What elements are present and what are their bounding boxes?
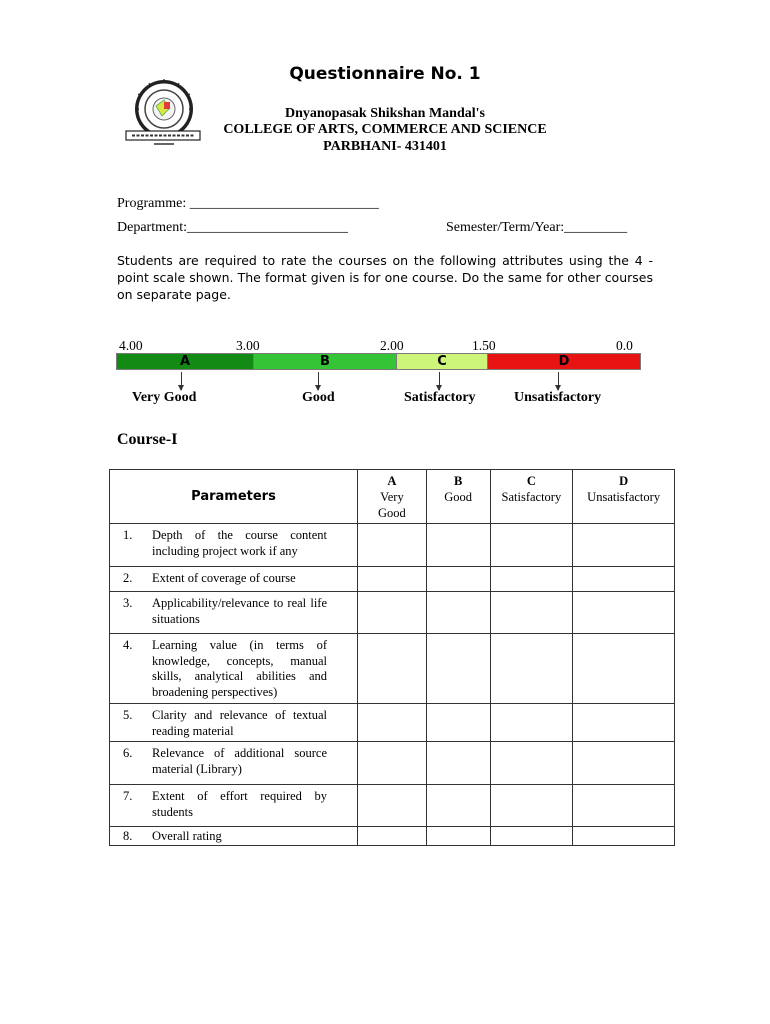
rating-cell-d[interactable]	[573, 742, 675, 785]
row-number: 2.	[123, 571, 133, 585]
parameter-cell	[110, 827, 358, 846]
semester-field[interactable]: Semester/Term/Year:_________	[446, 220, 628, 235]
parameter-cell	[110, 524, 358, 567]
instructions-text: Students are required to rate the courses on the following attributes using the 4 -point scale shown. The format given is for one course. Do the same for other courses on separate page.	[117, 253, 653, 302]
rating-cell-a[interactable]	[357, 742, 426, 785]
arrow-down-icon	[181, 372, 182, 390]
row-number: 3.	[123, 596, 133, 610]
grade-label: Satisfactory	[404, 390, 476, 405]
arrow-down-icon	[439, 372, 440, 390]
rating-cell-c[interactable]	[490, 742, 573, 785]
page-title: Questionnaire No. 1	[289, 64, 481, 84]
column-label: Satisfactory	[501, 490, 562, 504]
rating-table	[109, 469, 675, 846]
parameter-text: Learning value (in terms of knowledge, concepts, manual skills, analytical abilities and broadening perspectives)	[152, 638, 327, 699]
table-row	[110, 567, 675, 592]
rating-cell-a[interactable]	[357, 524, 426, 567]
scale-value: 3.00	[236, 338, 260, 353]
column-label: Unsatisfactory	[587, 490, 661, 504]
rating-cell-c[interactable]	[490, 827, 573, 846]
rating-cell-d[interactable]	[573, 785, 675, 827]
rating-cell-d[interactable]	[573, 567, 675, 592]
college-address: PARBHANI- 431401	[323, 139, 447, 154]
rating-cell-b[interactable]	[426, 524, 490, 567]
table-row	[110, 827, 675, 846]
rating-cell-d[interactable]	[573, 704, 675, 742]
rating-cell-d[interactable]	[573, 524, 675, 567]
department-field[interactable]: Department:_______________________	[117, 220, 348, 235]
row-number: 7.	[123, 789, 133, 803]
rating-cell-d[interactable]	[573, 592, 675, 634]
scale-value: 2.00	[380, 338, 404, 353]
row-number: 6.	[123, 746, 133, 760]
rating-cell-b[interactable]	[426, 592, 490, 634]
course-title: Course-I	[117, 431, 178, 448]
row-number: 1.	[123, 528, 133, 542]
parameter-cell	[110, 592, 358, 634]
parameter-text: Applicability/relevance to real life situations	[152, 596, 327, 626]
parameter-cell	[110, 742, 358, 785]
parameters-header	[110, 470, 358, 524]
table-row	[110, 592, 675, 634]
programme-field[interactable]: Programme: ___________________________	[117, 196, 379, 211]
table-row	[110, 704, 675, 742]
column-header-b	[426, 470, 490, 524]
grade-letter: C	[437, 354, 447, 369]
table-row	[110, 742, 675, 785]
rating-cell-d[interactable]	[573, 827, 675, 846]
arrow-down-icon	[318, 372, 319, 390]
rating-cell-b[interactable]	[426, 742, 490, 785]
rating-cell-a[interactable]	[357, 592, 426, 634]
parameter-text: Extent of effort required by students	[152, 789, 327, 819]
parameter-text: Relevance of additional source material (Library)	[152, 746, 327, 776]
rating-cell-a[interactable]	[357, 567, 426, 592]
rating-cell-c[interactable]	[490, 634, 573, 704]
rating-cell-a[interactable]	[357, 704, 426, 742]
rating-cell-b[interactable]	[426, 634, 490, 704]
grade-segment-b	[253, 353, 397, 370]
scale-value: 4.00	[119, 338, 143, 353]
parameter-cell	[110, 704, 358, 742]
column-label: Very Good	[378, 490, 406, 520]
grade-letter: B	[320, 354, 330, 369]
parameters-header-label: Parameters	[191, 489, 276, 504]
table-row	[110, 785, 675, 827]
org-name: Dnyanopasak Shikshan Mandal's	[285, 106, 485, 121]
row-number: 5.	[123, 708, 133, 722]
rating-cell-c[interactable]	[490, 785, 573, 827]
rating-cell-b[interactable]	[426, 704, 490, 742]
parameter-text: Overall rating	[152, 829, 222, 843]
parameter-cell	[110, 785, 358, 827]
rating-cell-d[interactable]	[573, 634, 675, 704]
rating-cell-c[interactable]	[490, 592, 573, 634]
rating-cell-c[interactable]	[490, 524, 573, 567]
scale-value: 0.0	[616, 338, 633, 353]
parameter-cell	[110, 634, 358, 704]
parameter-text: Clarity and relevance of textual reading material	[152, 708, 327, 738]
column-header-a	[357, 470, 426, 524]
grade-letter: D	[558, 354, 570, 369]
grade-segment-a	[116, 353, 254, 370]
parameter-text: Extent of coverage of course	[152, 571, 296, 585]
rating-cell-a[interactable]	[357, 785, 426, 827]
rating-cell-b[interactable]	[426, 785, 490, 827]
column-letter: D	[619, 474, 629, 488]
rating-cell-c[interactable]	[490, 704, 573, 742]
college-name: COLLEGE OF ARTS, COMMERCE AND SCIENCE	[223, 122, 547, 137]
rating-cell-b[interactable]	[426, 827, 490, 846]
arrow-down-icon	[558, 372, 559, 390]
grade-label: Very Good	[132, 390, 197, 405]
column-letter: B	[454, 474, 463, 488]
rating-cell-c[interactable]	[490, 567, 573, 592]
row-number: 4.	[123, 638, 133, 652]
grade-label: Unsatisfactory	[514, 390, 602, 405]
parameter-cell	[110, 567, 358, 592]
column-label: Good	[444, 490, 473, 504]
grade-label: Good	[302, 390, 335, 405]
row-number: 8.	[123, 829, 133, 843]
grade-segment-c	[396, 353, 488, 370]
scale-value: 1.50	[472, 338, 496, 353]
column-header-d	[573, 470, 675, 524]
rating-cell-b[interactable]	[426, 567, 490, 592]
column-letter: A	[387, 474, 397, 488]
table-row	[110, 634, 675, 704]
rating-cell-a[interactable]	[357, 634, 426, 704]
column-letter: C	[526, 474, 536, 488]
parameter-text: Depth of the course content including project work if any	[152, 528, 327, 558]
grade-segment-d	[487, 353, 641, 370]
column-header-c	[490, 470, 573, 524]
rating-cell-a[interactable]	[357, 827, 426, 846]
grade-letter: A	[179, 354, 191, 369]
table-row	[110, 524, 675, 567]
